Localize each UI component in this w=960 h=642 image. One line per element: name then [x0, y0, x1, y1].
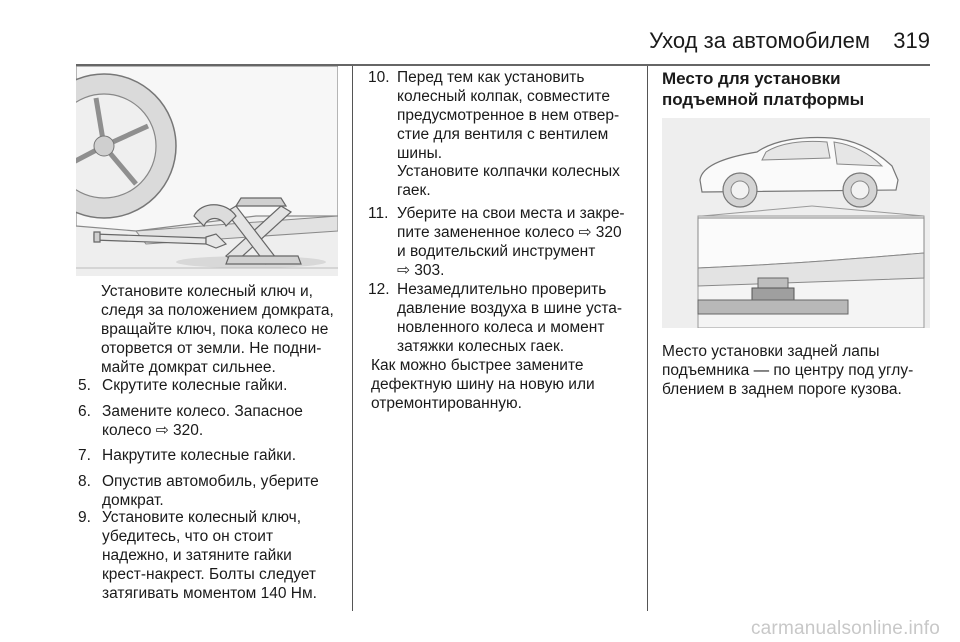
caption-line: майте домкрат сильнее. [101, 359, 276, 376]
page-number: 319 [893, 28, 930, 53]
paragraph-line: Как можно быстрее замените [371, 357, 584, 374]
step-number: 11. [368, 205, 389, 222]
caption-line: вращайте ключ, пока колесо не [101, 321, 329, 338]
step-number: 12. [368, 281, 390, 298]
step-text: крест-накрест. Болты следует [102, 566, 316, 583]
column-divider-right [647, 66, 648, 611]
step-number: 8. [78, 473, 91, 490]
step-text: Скрутите колесные гайки. [102, 377, 288, 394]
step-number: 9. [78, 509, 91, 526]
step-text: колесный колпак, совместите [397, 88, 610, 105]
jack-drawing [76, 66, 338, 276]
step-text: пите замененное колесо ⇨ 320 [397, 224, 622, 241]
caption-line: Установите колесный ключ и, [101, 283, 313, 300]
paragraph-line: подъемника — по центру под углу- [662, 362, 914, 379]
caption-line: оторвется от земли. Не подни- [101, 340, 322, 357]
step-10-continuation [368, 162, 643, 200]
step-text: Уберите на свои места и закре- [397, 205, 625, 222]
heading-line: Место для установки [662, 69, 841, 88]
step-number: 10. [368, 69, 390, 86]
step-text: Перед тем как установить [397, 69, 585, 86]
lift-point-illustration [662, 118, 930, 328]
step-text: Накрутите колесные гайки. [102, 447, 297, 464]
step-5 [78, 376, 338, 395]
step-7 [78, 446, 338, 465]
step-text: затяжки колесных гаек. [397, 338, 565, 355]
paragraph-line: дефектную шину на новую или [371, 376, 595, 393]
step-number: 6. [78, 403, 91, 420]
step-9 [78, 508, 348, 603]
step-11 [368, 204, 643, 280]
step-text: Установите колпачки колесных [397, 163, 620, 180]
step-text: Замените колесо. Запасное [102, 403, 303, 420]
step-text: предусмотренное в нем отвер- [397, 107, 620, 124]
watermark: carmanualsonline.info [750, 618, 940, 639]
step-text: Установите колесный ключ, [102, 509, 302, 526]
step-text: шины. [397, 145, 443, 162]
paragraph-line: отремонтированную. [371, 395, 522, 412]
jack-illustration [76, 66, 338, 276]
step-number: 5. [78, 377, 91, 394]
column-divider-left [352, 66, 353, 611]
caption-line: следя за положением домкрата, [101, 302, 334, 319]
step-6 [78, 402, 338, 440]
heading-line: подъемной платформы [662, 90, 865, 109]
step-10 [368, 68, 643, 163]
step-text: убедитесь, что он стоит [102, 528, 274, 545]
step-text: и водительский инструмент [397, 243, 596, 260]
step-12 [368, 280, 643, 356]
step-text: новленного колеса и момент [397, 319, 605, 336]
paragraph-line: блением в заднем пороге кузова. [662, 381, 902, 398]
step-8 [78, 472, 338, 510]
step-text: ⇨ 303. [397, 262, 445, 279]
replace-tire-paragraph [371, 356, 641, 413]
step-number: 7. [78, 447, 91, 464]
step-text: колесо ⇨ 320. [102, 422, 204, 439]
lift-point-drawing [662, 118, 930, 328]
page-header-title: Уход за автомобилем [649, 28, 870, 53]
step-text: затягивать моментом 140 Нм. [102, 585, 317, 602]
step-text: Незамедлительно проверить [397, 281, 607, 298]
step-text: стие для вентиля с вентилем [397, 126, 609, 143]
step-text: домкрат. [102, 492, 164, 509]
step-text: Опустив автомобиль, уберите [102, 473, 319, 490]
step-text: надежно, и затяните гайки [102, 547, 292, 564]
section-heading [662, 68, 864, 110]
jack-caption [101, 282, 341, 377]
step-text: гаек. [397, 182, 431, 199]
step-text: давление воздуха в шине уста- [397, 300, 623, 317]
paragraph-line: Место установки задней лапы [662, 343, 880, 360]
lift-point-description [662, 342, 930, 399]
